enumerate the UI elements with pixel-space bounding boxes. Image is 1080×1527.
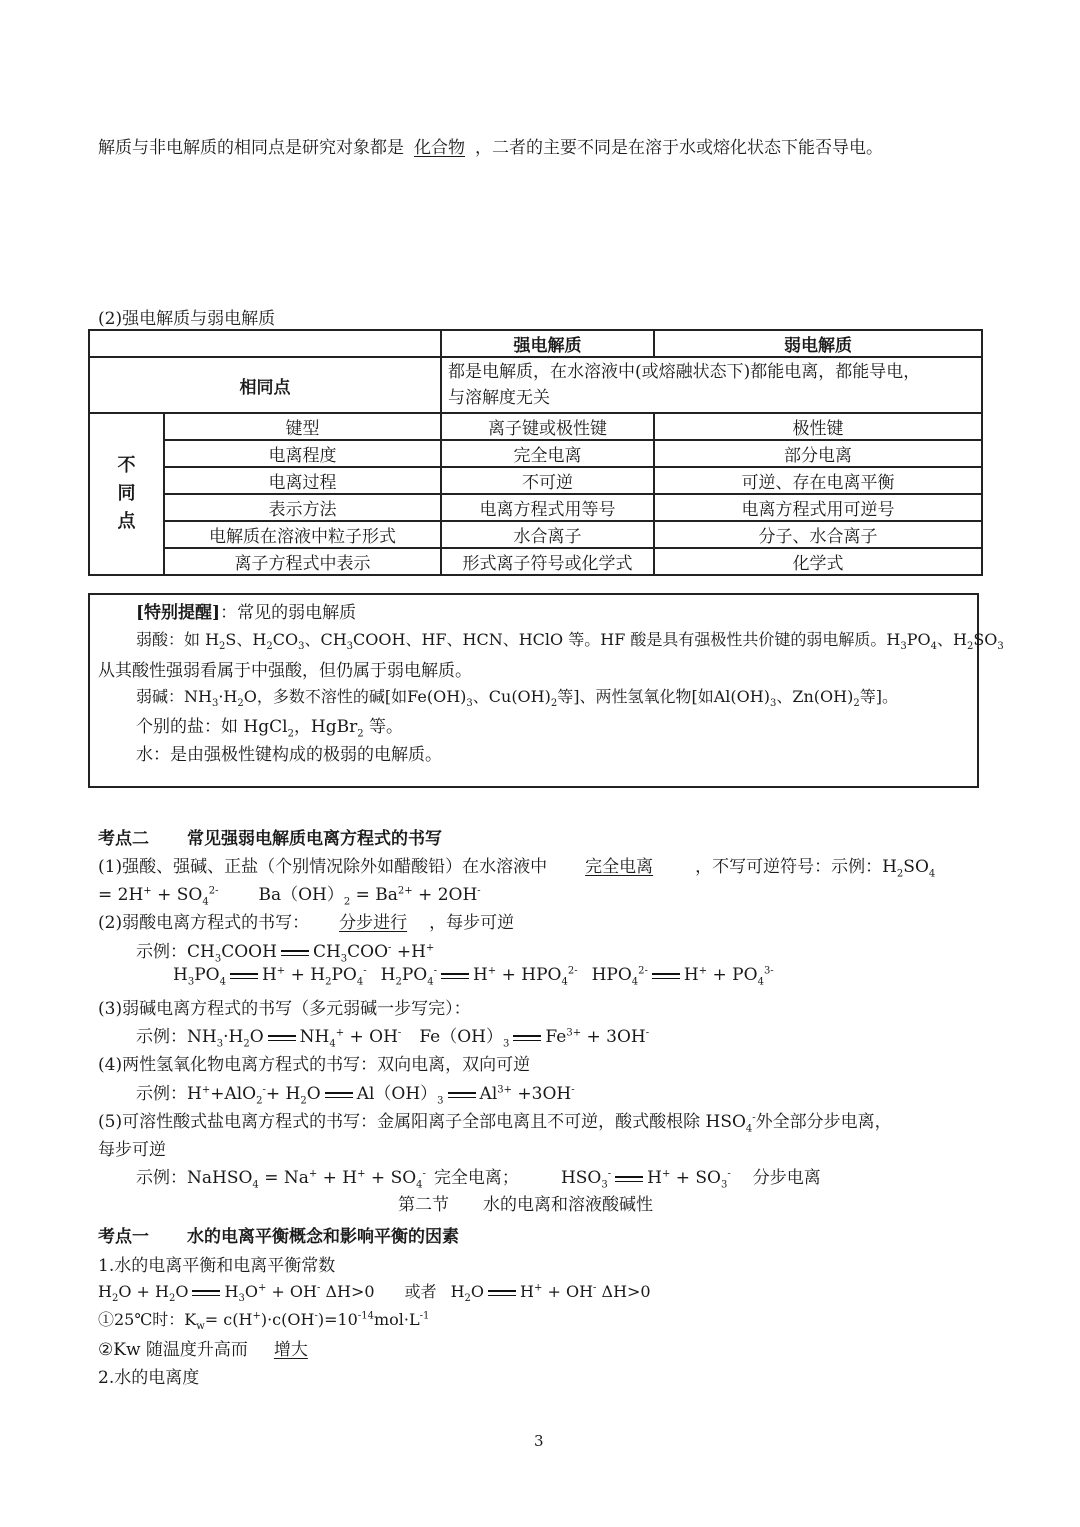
diff-label bbox=[89, 413, 164, 575]
row-item: 键型 bbox=[164, 413, 441, 440]
base-end: 等]、两性氢氧化物[如 bbox=[557, 687, 714, 706]
kp2-example-acetic: 示例：$CH_3COOH$ $CH_3COO^- +H^+$ bbox=[136, 942, 435, 965]
kp2-line8: (4)两性氢氧化物电离方程式的书写：双向电离，双向可逆 bbox=[98, 1055, 531, 1075]
kw-pre: ①25℃时： bbox=[98, 1310, 185, 1329]
kp1-title: 水的电离平衡概念和影响平衡的因素 bbox=[187, 1227, 459, 1247]
note-heading-bold: [特别提醒] bbox=[136, 603, 221, 623]
table-row bbox=[89, 494, 982, 521]
acid-rest: 等。HF 酸是具有强极性共价键的弱电解质。 bbox=[563, 630, 887, 649]
row-weak: 可逆、存在电离平衡 bbox=[654, 467, 982, 494]
reversible-arrow-icon bbox=[488, 1289, 516, 1297]
kp2-heading bbox=[98, 824, 442, 849]
kp2-line6: (3)弱碱电离方程式的书写（多元弱碱一步写完）： bbox=[98, 999, 471, 1019]
kp2-line11: 每步可逆 bbox=[98, 1140, 166, 1160]
row-strong: 电离方程式用等号 bbox=[441, 494, 654, 521]
header-empty bbox=[89, 330, 441, 357]
reversible-arrow-icon bbox=[230, 972, 258, 980]
kp2-l1-pre: (1)强酸、强碱、正盐（个别情况除外如醋酸铅）在水溶液中 bbox=[98, 857, 548, 877]
row-weak: 电离方程式用可逆号 bbox=[654, 494, 982, 521]
kp2-line10: (5)可溶性酸式盐电离方程式的书写：金属阳离子全部电离且不可逆，酸式酸根除 $HSO_4^-$外全部分步电离， bbox=[98, 1112, 892, 1135]
section-title: 第二节 水的电离和溶液酸碱性 bbox=[398, 1195, 653, 1215]
kp2-l10a: (5)可溶性酸式盐电离方程式的书写：金属阳离子全部电离且不可逆，酸式酸根除 bbox=[98, 1112, 701, 1132]
diff-label-2: 同 bbox=[117, 483, 136, 504]
kp2-example-acid-salt: 示例：NaHSO$_4$ = $Na^+ + H^+ + SO_4^-$ 完全电离； $HSO_3^-$ $H^+ + SO_3^-$ 分步电离 bbox=[136, 1168, 821, 1191]
example-label: 示例： bbox=[136, 1027, 187, 1047]
reversible-arrow-icon bbox=[652, 972, 680, 980]
table-row bbox=[89, 467, 982, 494]
kp2-l12-end: 分步电离 bbox=[752, 1168, 821, 1188]
note-acid-line2: 从其酸性强弱看属于中强酸，但仍属于弱电解质。 bbox=[98, 661, 472, 681]
salt-pre: 个别的盐：如 bbox=[136, 717, 244, 737]
kp2-example-base: 示例：$NH_3\cdot H_2O$ $NH_4^+ + OH^-$ $Fe(OH)_3$ $Fe^{3+} + 3OH^-$ bbox=[136, 1027, 650, 1050]
same-text-1: 都是电解质，在水溶液中(或熔融状态下)都能电离，都能导电， bbox=[448, 362, 921, 382]
note-salts: 个别的盐：如 HgCl$_2$，HgBr$_2$ 等。 bbox=[136, 717, 404, 740]
kp1-heading bbox=[98, 1222, 459, 1247]
same-row bbox=[89, 357, 982, 413]
kp2-label: 考点二 bbox=[98, 829, 149, 849]
reversible-arrow-icon bbox=[441, 972, 469, 980]
reversible-arrow-icon bbox=[615, 1175, 643, 1183]
intro-line bbox=[98, 133, 883, 158]
table-header-row bbox=[89, 330, 982, 357]
kp2-example-amphoteric: 示例：$H^++AlO_2^-+ H_2O$ $Al(OH)_3$ $Al^{3+} +3OH^-$ bbox=[136, 1084, 575, 1107]
row-strong: 完全电离 bbox=[441, 440, 654, 467]
kp2-l1-post: ，不写可逆符号：示例： bbox=[695, 857, 883, 877]
intro-post: ，二者的主要不同是在溶于水或熔化状态下能否导电。 bbox=[475, 138, 883, 158]
kp1-kw2-line bbox=[98, 1335, 308, 1360]
page-number: 3 bbox=[534, 1432, 544, 1450]
example-label: 示例： bbox=[136, 1168, 187, 1188]
base-end2: 等]。 bbox=[859, 687, 898, 706]
kp2-line3 bbox=[98, 908, 514, 933]
row-strong: 形式离子符号或化学式 bbox=[441, 548, 654, 575]
row-strong: 水合离子 bbox=[441, 521, 654, 548]
reversible-arrow-icon bbox=[281, 949, 309, 957]
kp1-label: 考点一 bbox=[98, 1227, 149, 1247]
kp2-title: 常见强弱电解质电离方程式的书写 bbox=[187, 829, 442, 849]
kw2-blank: 增大 bbox=[273, 1340, 308, 1360]
header-strong: 强电解质 bbox=[441, 330, 654, 357]
intro-pre: 解质与非电解质的相同点是研究对象都是 bbox=[98, 138, 404, 158]
reversible-arrow-icon bbox=[325, 1091, 353, 1099]
kp2-l3-blank: 分步进行 bbox=[339, 913, 408, 933]
table-row bbox=[89, 440, 982, 467]
row-strong: 离子键或极性键 bbox=[441, 413, 654, 440]
note-weak-bases: 弱碱：$NH_3\cdot H_2O$，多数不溶性的碱[如$Fe(OH)_3$、$Cu(OH)_2$等]、两性氢氧化物[如$Al(OH)_3$、$Zn(OH)_2$等]。 bbox=[136, 687, 898, 710]
intro-blank: 化合物 bbox=[414, 138, 465, 158]
example-label: 示例： bbox=[136, 1084, 187, 1104]
reversible-arrow-icon bbox=[268, 1034, 296, 1042]
table-row bbox=[89, 521, 982, 548]
salt-post: 等。 bbox=[363, 717, 404, 737]
same-text bbox=[441, 357, 982, 413]
kp2-l3-post: ，每步可逆 bbox=[429, 913, 515, 933]
example-label: 示例： bbox=[136, 942, 187, 962]
acid-label: 弱酸：如 bbox=[136, 630, 206, 649]
kp2-l3-pre: (2)弱酸电离方程式的书写： bbox=[98, 913, 310, 933]
kp1-line5: 2.水的电离度 bbox=[98, 1368, 200, 1388]
row-item: 电离过程 bbox=[164, 467, 441, 494]
row-weak: 部分电离 bbox=[654, 440, 982, 467]
kp2-line2: = $2H^+ + SO_4^{2-}$ $Ba(OH)_2 = Ba^{2+} + 2OH^-$ bbox=[98, 885, 481, 908]
header-weak: 弱电解质 bbox=[654, 330, 982, 357]
reversible-arrow-icon bbox=[513, 1034, 541, 1042]
diff-label-3: 点 bbox=[117, 511, 136, 532]
reversible-arrow-icon bbox=[192, 1289, 220, 1297]
kp1-or: 或者 bbox=[404, 1282, 437, 1301]
electrolyte-comparison-table bbox=[88, 329, 983, 576]
section-title-electrolytes: (2)强电解质与弱电解质 bbox=[98, 309, 276, 329]
row-item: 表示方法 bbox=[164, 494, 441, 521]
kp2-example-phosphoric: $H_3PO_4$ $H^+ + H_2PO_4^-$ $H_2PO_4^-$ $H^+ + HPO_4^{2-}$ $HPO_4^{2-}$ $H^+ + PO_4^{3-}$ bbox=[173, 965, 774, 988]
kp2-l1-blank: 完全电离 bbox=[585, 857, 654, 877]
kp1-water-equation: $H_2O + H_2O$ $H_3O^+ + OH^-$ ΔH>0 或者 $H_2O$ H+ + OH- ΔH>0 bbox=[98, 1282, 651, 1305]
row-weak: 极性键 bbox=[654, 413, 982, 440]
kp2-line1: (1)强酸、强碱、正盐（个别情况除外如醋酸铅）在水溶液中 完全电离 ，不写可逆符号：示例：$H_2SO_4$ bbox=[98, 857, 936, 880]
note-water: 水：是由强极性键构成的极弱的电解质。 bbox=[136, 745, 442, 765]
row-item: 电离程度 bbox=[164, 440, 441, 467]
reversible-arrow-icon bbox=[448, 1091, 476, 1099]
kw2-pre: ②Kw 随温度升高而 bbox=[98, 1340, 248, 1360]
base-mid: ，多数不溶性的碱[如 bbox=[256, 687, 408, 706]
kp1-line1: 1.水的电离平衡和电离平衡常数 bbox=[98, 1256, 336, 1276]
diff-label-1: 不 bbox=[117, 455, 136, 476]
kp2-l10b: 外全部分步电离， bbox=[755, 1112, 892, 1132]
row-item: 电解质在溶液中粒子形式 bbox=[164, 521, 441, 548]
kp2-l12-mid: 完全电离； bbox=[433, 1168, 519, 1188]
base-label: 弱碱： bbox=[136, 687, 185, 706]
row-item: 离子方程式中表示 bbox=[164, 548, 441, 575]
note-weak-acids: 弱酸：如 $H_2S$、$H_2CO_3$、$CH_3COOH$、HF、HCN、HClO 等。HF 酸是具有强极性共价键的弱电解质。$H_3PO_4$、$H_2SO_3$ bbox=[136, 630, 1004, 653]
row-strong: 不可逆 bbox=[441, 467, 654, 494]
row-weak: 化学式 bbox=[654, 548, 982, 575]
table-row bbox=[89, 413, 982, 440]
same-text-2: 与溶解度无关 bbox=[448, 388, 550, 408]
note-heading bbox=[136, 598, 356, 623]
table-row bbox=[89, 548, 982, 575]
note-heading-rest: ：常见的弱电解质 bbox=[220, 603, 357, 623]
row-weak: 分子、水合离子 bbox=[654, 521, 982, 548]
kp1-kw-line: ①25℃时：$K_w= c(H^+)\cdot c(OH^-)=10^{-14}mol\cdot L^{-1}$ bbox=[98, 1310, 430, 1333]
same-label: 相同点 bbox=[89, 357, 441, 413]
